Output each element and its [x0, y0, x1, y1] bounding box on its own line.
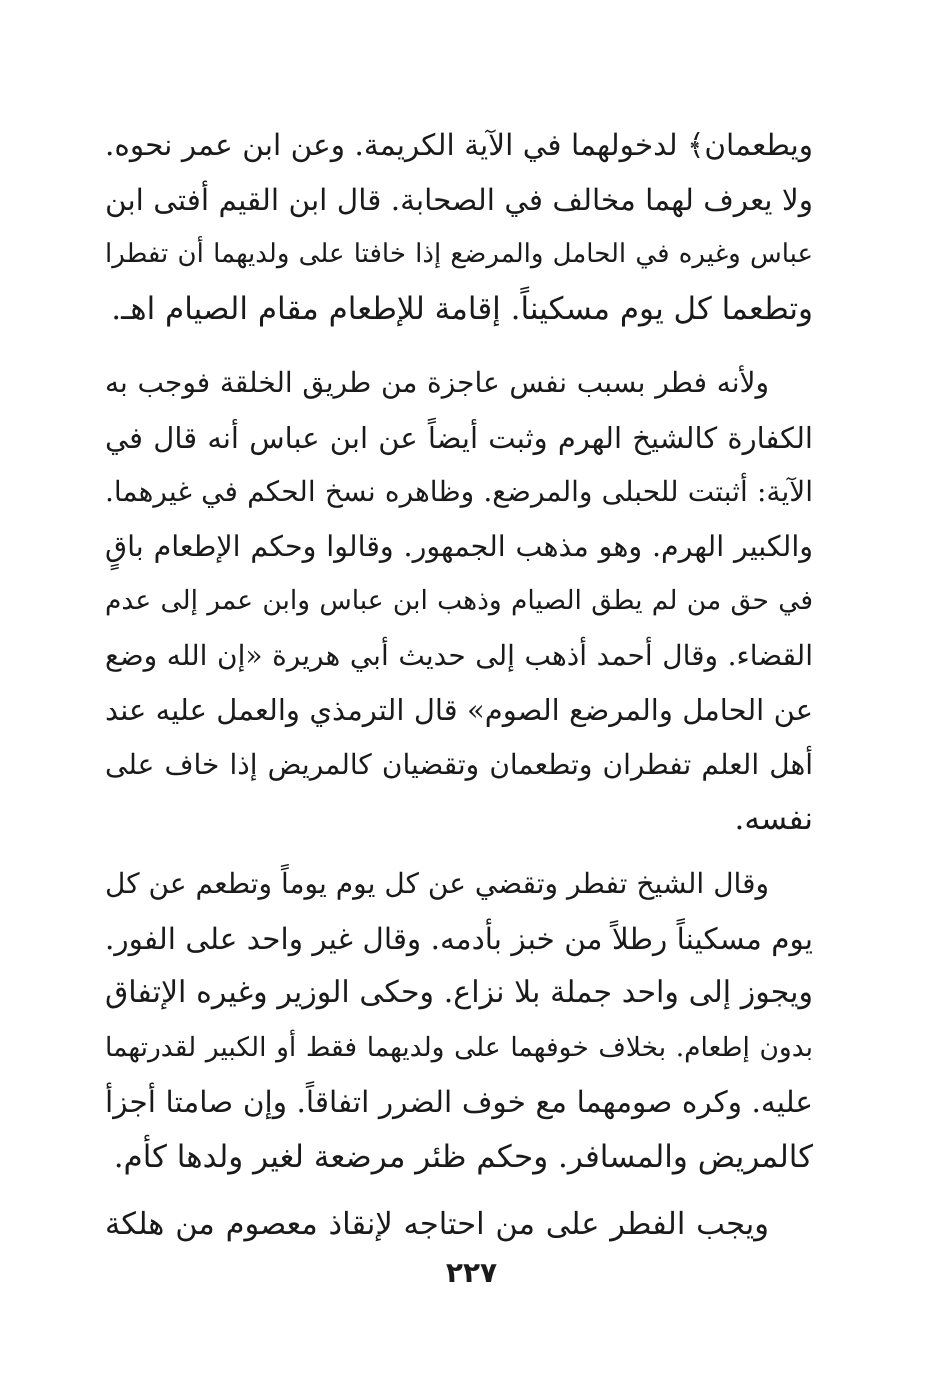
- text-line: وقال الشيخ تفطر وتقضي عن كل يوم يوماً وتطعم عن كل: [105, 867, 769, 900]
- text-line: ويطعمان﴾ لدخولهما في الآية الكريمة. وعن ابن عمر نحوه.: [105, 128, 813, 162]
- text-line: ولأنه فطر بسبب نفس عاجزة من طريق الخلقة فوجب به: [105, 366, 769, 399]
- text-line: ولا يعرف لهما مخالف في الصحابة. قال ابن القيم أفتى ابن: [105, 182, 813, 217]
- paragraph-4: [105, 1198, 813, 1253]
- text-line: أهل العلم تفطران وتطعمان وتقضيان كالمريض إذا خاف على: [105, 747, 813, 781]
- text-line: في حق من لم يطق الصيام وذهب ابن عباس وابن عمر إلى عدم: [105, 585, 813, 616]
- text-line: والكبير الهرم. وهو مذهب الجمهور. وقالوا وحكم الإطعام باقٍ: [105, 529, 813, 563]
- text-line: عن الحامل والمرضع الصوم» قال الترمذي والعمل عليه عند: [105, 693, 813, 727]
- text-line: كالمريض والمسافر. وحكم ظئر مرضعة لغير ولدها كأم.: [113, 1138, 813, 1175]
- paragraph-2: [105, 356, 813, 847]
- paragraph-1: [105, 118, 813, 336]
- text-line: نفسه.: [734, 801, 813, 837]
- text-line: ويجب الفطر على من احتاجه لإنقاذ معصوم من هلكة: [105, 1207, 769, 1242]
- text-line: يوم مسكيناً رطلاً من خبز بأدمه. وقال غير واحد على الفور.: [105, 921, 813, 956]
- text-line: ويجوز إلى واحد جملة بلا نزاع. وحكى الوزير وغيره الإتفاق: [105, 975, 813, 1010]
- text-line: عباس وغيره في الحامل والمرضع إذا خافتا على ولديهما أن تفطرا: [105, 239, 813, 269]
- text-line: القضاء. وقال أحمد أذهب إلى حديث أبي هريرة «إن الله وضع: [105, 638, 813, 672]
- page-number: ٢٢٧: [445, 1256, 498, 1289]
- text-line: بدون إطعام. بخلاف خوفهما على ولديهما فقط أو الكبير لقدرتهما: [105, 1031, 813, 1063]
- text-line: الكفارة كالشيخ الهرم وثبت أيضاً عن ابن عباس أنه قال في: [105, 420, 813, 455]
- text-line: الآية: أثبتت للحبلى والمرضع. وظاهره نسخ الحكم في غيرهما.: [105, 475, 813, 508]
- text-line: وتطعما كل يوم مسكيناً. إقامة للإطعام مقام الصيام اهـ.: [111, 290, 813, 327]
- paragraph-3: [105, 857, 813, 1184]
- text-line: عليه. وكره صومهما مع خوف الضرر اتفاقاً. وإن صامتا أجزأ: [105, 1085, 813, 1119]
